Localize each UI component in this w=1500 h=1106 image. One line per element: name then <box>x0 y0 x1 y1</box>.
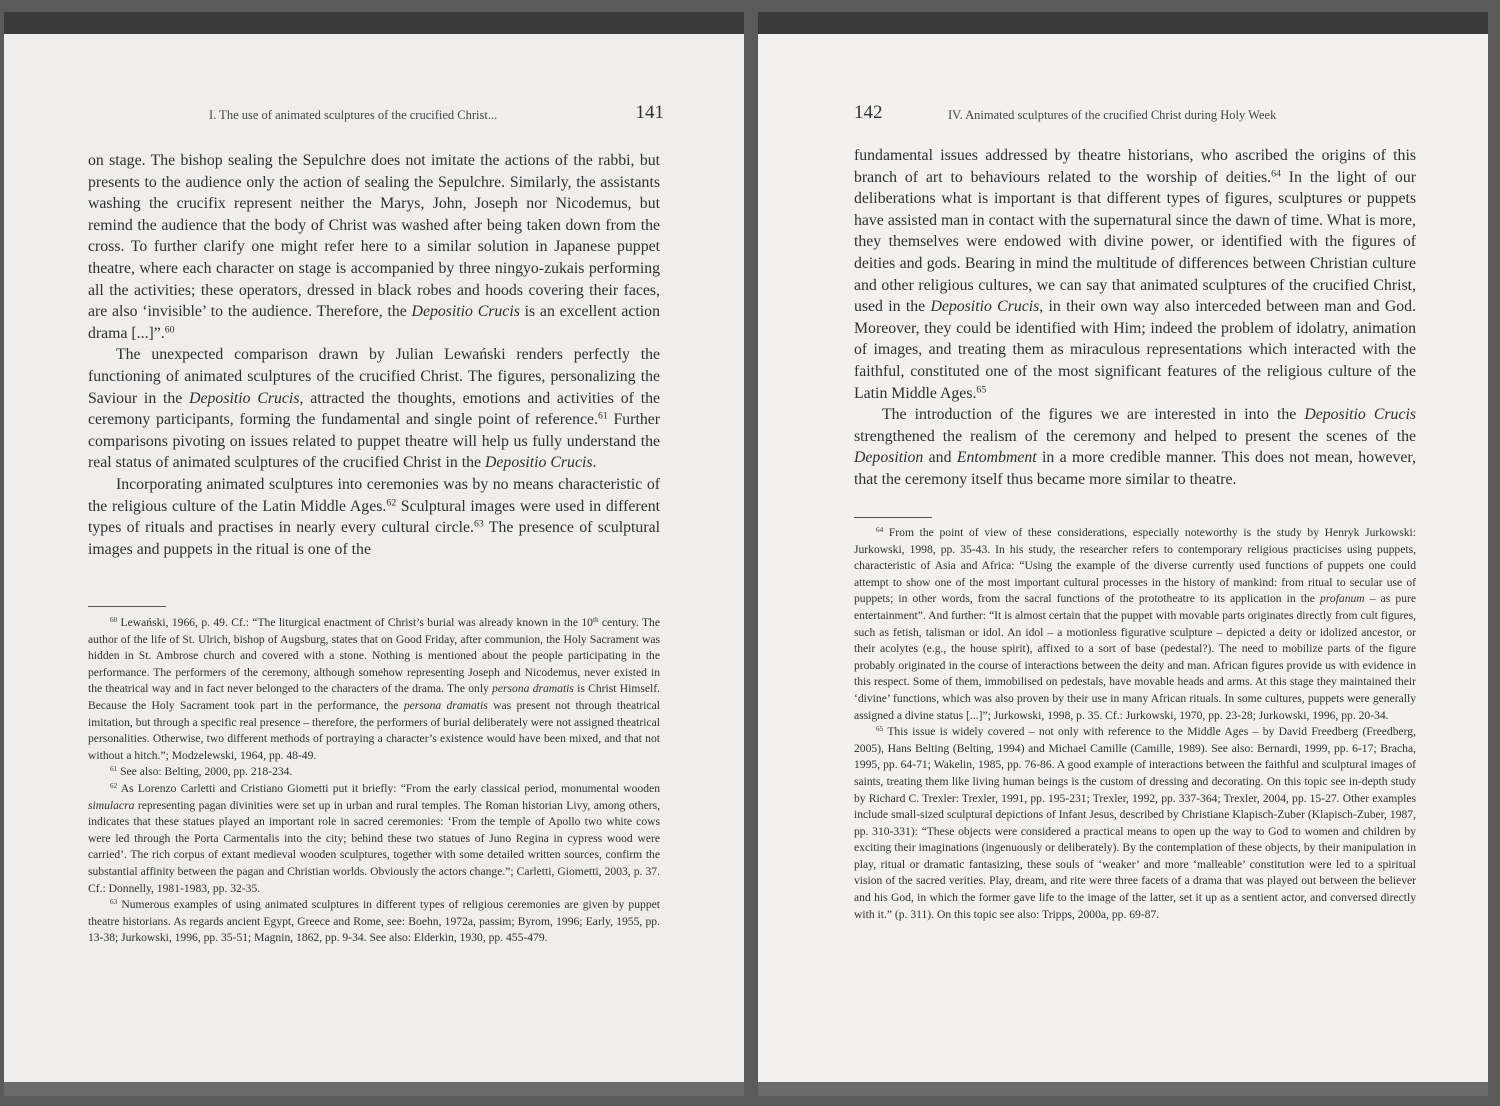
left-body-text <box>88 150 660 560</box>
paragraph: The introduction of the figures we are interested in into the Depositio Crucis strengthened the realism of the ceremony and helped to present the scenes of the Deposition and Entombment in a more credible manner. This does not mean, however, that the ceremony itself thus became more similar to theatre. <box>854 406 1416 488</box>
footnote-64: $^{64}$ From the point of view of these considerations, especially noteworthy is the study by Henryk Jurkowski: Jurkowski, 1998, pp. 35-43. In his study, the researcher refers to contemporary religious practicises using puppets, characteristic of Asia and Africa: “Using the example of the diverse currently used functions of puppets one could attempt to show one of the most important cultural processes in the history of mankind: from ritual to secular use of puppets; in other words, from the sacral functions of the prototheatre to its application in the profanum – as pure entertainment”. And further: “It is almost certain that the puppet with movable parts originates directly from cult figures, such as fetish, talisman or idol. An idol – a motionless figurative sculpture – depicted a deity or idolized ancestor, or their acolytes (e.g., the house spirit), affixed to a sort of base (pedestal?). The need to mobilize parts of the figure probably originated in the course of interactions between the deity and man. African figures provide us with evidence in this respect. Some of them, immobilised on pedestals, have movable heads and arms. At this stage they maintained their ‘divine’ functions, which was also proven by their use in many African rituals. In some cultures, puppets were generally assigned a divine status [...]”; Jurkowski, 1998, p. 35. Cf.: Jurkowski, 1970, pp. 23-28; Jurkowski, 1996, pp. 20-34. <box>854 526 1416 722</box>
footnote-63: $^{63}$ Numerous examples of using animated sculptures in different types of religious ceremonies are given by puppet theatre historians. As regards ancient Egypt, Greece and Rome, see: Boehn, 1972a, passim; Byrom, 1996; Early, 1955, pp. 13-38; Jurkowski, 1996, pp. 35-51; Magnin, 1862, pp. 9-34. See also: Elderkin, 1930, pp. 455-479. <box>88 898 660 945</box>
paragraph: Incorporating animated sculptures into ceremonies was by no means characteristic of the religious culture of the Latin Middle Ages.$^{62}$ Sculptural images were used in different types of rituals and practises in nearly every cultural circle.$^{63}$ The presence of sculptural images and puppets in the ritual is one of the <box>88 475 660 558</box>
left-page <box>4 12 744 1096</box>
paragraph: fundamental issues addressed by theatre historians, who ascribed the origins of this branch of art to behaviours related to the worship of deities.$^{64}$ In the light of our deliberations what is important is that different types of figures, sculptures or puppets have assisted man in contact with the supernatural since the dawn of time. What is more, they themselves were endowed with divine power, or identified with the figures of deities and gods. Bearing in mind the multitude of differences between Christian culture and other religious cultures, we can say that animated sculptures of the crucified Christ, used in the Depositio Crucis, in their own way also interceded between man and God. Moreover, they could be identified with Him; indeed the problem of idolatry, animation of images, and treating them as miraculous representations which interacted with the faithful, constituted one of the most significant features of the religious culture of the Latin Middle Ages.$^{65}$ <box>854 147 1416 402</box>
footnote-62: $^{62}$ As Lorenzo Carletti and Cristiano Giometti put it briefly: “From the early classical period, monumental wooden simulacra representing pagan divinities were set up in urban and rural temples. The Roman historian Livy, among others, indicates that these statues played an important role in sacred ceremonies: ‘From the temple of Apollo two white cows were led through the Porta Carmentalis into the city; behind these two statues of Juno Regina in cypress wood were carried’. The rich corpus of extant medieval wooden sculptures, together with some detailed written sources, confirm the substantial affinity between the pagan and Christian worlds. Obviously the actors change.”; Carletti, Giometti, 2003, p. 37. Cf.: Donnelly, 1981-1983, pp. 32-35. <box>88 781 660 895</box>
footnote-rule <box>88 606 166 607</box>
scan-edge-bottom <box>4 1082 744 1096</box>
left-footnotes <box>88 615 660 947</box>
paragraph: The unexpected comparison drawn by Julian Lewański renders perfectly the functioning of animated sculptures of the crucified Christ. The figures, personalizing the Saviour in the Depositio Crucis, attracted the thoughts, emotions and activities of the ceremony participants, forming the fundamental and single point of reference.$^{61}$ Further comparisons pivoting on issues related to puppet theatre will help us fully understand the real status of animated sculptures of the crucified Christ in the Depositio Crucis. <box>88 346 661 472</box>
paragraph: on stage. The bishop sealing the Sepulchre does not imitate the actions of the rabbi, but presents to the audience only the action of sealing the Sepulchre. Similarly, the assistants washing the crucifix represent neither the Marys, John, Joseph nor Nicodemus, but remind the audience that the body of Christ was washed after being taken down from the cross. To further clarify one might refer here to a similar solution in Japanese puppet theatre, where each character on stage is accompanied by three ningyo-zukais performing all the activities; these operators, dressed in black robes and hoods covering their faces, are also ‘invisible’ to the audience. Therefore, the Depositio Crucis is an excellent action drama [...]”.$^{60}$ <box>88 152 660 342</box>
right-page <box>758 12 1488 1096</box>
running-head-title: IV. Animated sculptures of the crucified Christ during Holy Week <box>948 108 1277 122</box>
page-number: 141 <box>635 102 664 123</box>
right-footnotes <box>854 525 1416 923</box>
footnote-rule <box>854 517 932 518</box>
scan-edge-bottom <box>758 1082 1488 1096</box>
footnote-65: $^{65}$ This issue is widely covered – not only with reference to the Middle Ages – by David Freedberg (Freedberg, 2005), Hans Belting (Belting, 1994) and Michael Camille (Camille, 1989). See also: Bernardi, 1999, pp. 6-17; Bracha, 1995, pp. 64-71; Wakelin, 1985, pp. 76-86. A good example of interactions between the faithful and sculptural images of saints, treating them like living human beings is the custom of dressing and decorating. On this topic see in-depth study by Richard C. Trexler: Trexler, 1991, pp. 195-231; Trexler, 1992, pp. 337-364; Trexler, 2004, pp. 15-27. Other examples include small-sized sculptural depictions of Infant Jesus, described by Christiane Klapisch-Zuber (Klapisch-Zuber, 1987, pp. 310-331): “These objects were considered a practical means to open up the way to God to women and children by exciting their imaginations (ingenuously or deliberately). By the contemplation of these objects, by their manipulation in play, ritual or dramatic fantasizing, these souls of ‘weaker’ and more ‘malleable’ constitution were led to a spiritual vision of the sacred verities. Play, dream, and rite were three facets of a drama that was played out between the believer and his God, in which the former gave life to the image of the latter, set it up as a sentient actor, and conversed directly with it.” (p. 311). On this topic see also: Tripps, 2000a, pp. 69-87. <box>854 725 1416 921</box>
scan-edge-top <box>4 12 744 34</box>
footnote-61: $^{61}$ See also: Belting, 2000, pp. 218-234. <box>110 765 293 779</box>
right-body-text <box>854 145 1416 491</box>
running-head-title: I. The use of animated sculptures of the crucified Christ... <box>209 108 498 122</box>
page-number: 142 <box>854 102 883 123</box>
footnote-60: $^{60}$ Lewański, 1966, p. 49. Cf.: “The liturgical enactment of Christ’s burial was already known in the 10th century. The author of the life of St. Ulrich, bishop of Augsburg, states that on Good Friday, after communion, the Holy Sacrament was hidden in St. Ambrose church and covered with a stone. Nothing is mentioned about the people participating in the performance. The performers of the ceremony, although somehow representing Joseph and Nicodemus, never existed in the theatrical way and in fact never belonged to the characters of the drama. The only persona dramatis is Christ Himself. Because the Holy Sacrament took part in the performance, the persona dramatis was present not through theatrical imitation, but through a specific real presence – therefore, the performers of burial deliberately were not assigned theatrical personalities. Otherwise, two different methods of portraying a character’s existence would have been mixed, and that not without a hitch.”; Modzelewski, 1964, pp. 48-49. <box>88 616 660 762</box>
scan-edge-top <box>758 12 1488 34</box>
